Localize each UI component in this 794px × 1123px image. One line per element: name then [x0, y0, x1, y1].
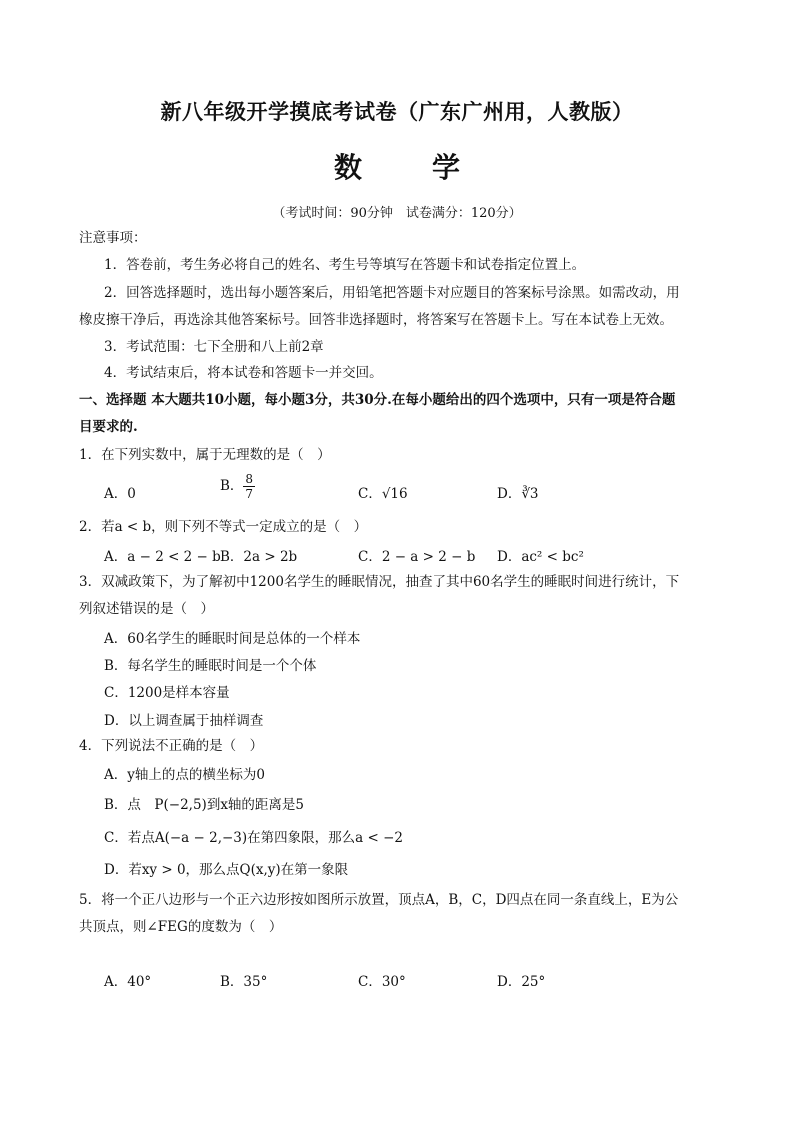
fraction-numerator: 8 [245, 472, 254, 486]
subject-char-1: 数 [333, 151, 362, 184]
q4-option-a: A．y轴上的点的横坐标为0 [104, 767, 265, 783]
q2-option-d: D．ac² < bc² [497, 549, 584, 565]
q4-option-c: C．若点A(−a − 2,−3)在第四象限，那么a < −2 [104, 830, 403, 846]
q2-option-c: C．2 − a > 2 − b [358, 549, 476, 565]
fraction [243, 472, 255, 501]
note-2-line-1: 2．回答选择题时，选出每小题答案后，用铅笔把答题卡对应题目的答案标号涂黑。如需改动，用 [104, 285, 680, 301]
question-1-stem: 1．在下列实数中，属于无理数的是（ ） [79, 447, 331, 463]
q1-option-a: A．0 [104, 486, 136, 502]
note-4: 4．考试结束后，将本试卷和答题卡一并交回。 [104, 365, 383, 381]
subject-char-2: 学 [432, 151, 461, 184]
q4-option-b: B．点 P(−2,5)到x轴的距离是5 [104, 797, 305, 813]
q4-option-d: D．若xy > 0，那么点Q(x,y)在第一象限 [104, 862, 349, 878]
exam-info: （考试时间：90分钟 试卷满分：120分） [272, 206, 522, 221]
fraction-denominator: 7 [245, 487, 254, 501]
question-4-stem: 4．下列说法不正确的是（ ） [79, 738, 264, 754]
q2-option-b: B．2a > 2b [220, 549, 298, 565]
q5-option-c: C．30° [358, 974, 406, 990]
q1-option-d: D．∛3 [497, 486, 539, 502]
note-3: 3．考试范围：七下全册和八上前2章 [104, 339, 324, 355]
q1-option-b-label: B． [220, 478, 244, 494]
q2-option-a: A．a − 2 < 2 − b [104, 549, 221, 565]
note-2-line-2: 橡皮擦干净后，再选涂其他答案标号。回答非选择题时，将答案写在答题卡上。写在本试卷上无效。 [79, 312, 673, 328]
q3-option-a: A．60名学生的睡眠时间是总体的一个样本 [104, 631, 361, 647]
q5-option-b: B．35° [220, 974, 268, 990]
question-5-stem-line-1: 5．将一个正八边形与一个正六边形按如图所示放置，顶点A，B，C，D四点在同一条直线上，E为公 [79, 892, 679, 908]
exam-title: 新八年级开学摸底考试卷（广东广州用，人教版） [160, 99, 634, 124]
q5-option-a: A．40° [104, 974, 152, 990]
question-3-stem-line-1: 3．双减政策下，为了解初中1200名学生的睡眠情况，抽查了其中60名学生的睡眠时间进行统计，下 [79, 574, 680, 590]
question-2-stem: 2．若a < b，则下列不等式一定成立的是（ ） [79, 519, 368, 535]
q3-option-c: C．1200是样本容量 [104, 685, 230, 701]
notes-heading: 注意事项： [79, 230, 147, 246]
q3-option-b: B．每名学生的睡眠时间是一个个体 [104, 658, 317, 674]
q1-option-b [220, 472, 255, 501]
q3-option-d: D．以上调查属于抽样调查 [104, 713, 264, 729]
q1-option-c: C．√16 [358, 486, 408, 502]
note-1: 1．答卷前，考生务必将自己的姓名、考生号等填写在答题卡和试卷指定位置上。 [104, 257, 586, 273]
q5-option-d: D．25° [497, 974, 546, 990]
subject-heading [0, 146, 794, 186]
question-5-stem-line-2: 共顶点，则∠FEG的度数为（ ） [79, 919, 283, 935]
section-heading-line-2: 目要求的. [79, 419, 138, 435]
section-heading-line-1: 一、选择题 本大题共10小题，每小题3分，共30分.在每小题给出的四个选项中，只有一项是符合题 [79, 392, 676, 408]
question-3-stem-line-2: 列叙述错误的是（ ） [79, 601, 214, 617]
